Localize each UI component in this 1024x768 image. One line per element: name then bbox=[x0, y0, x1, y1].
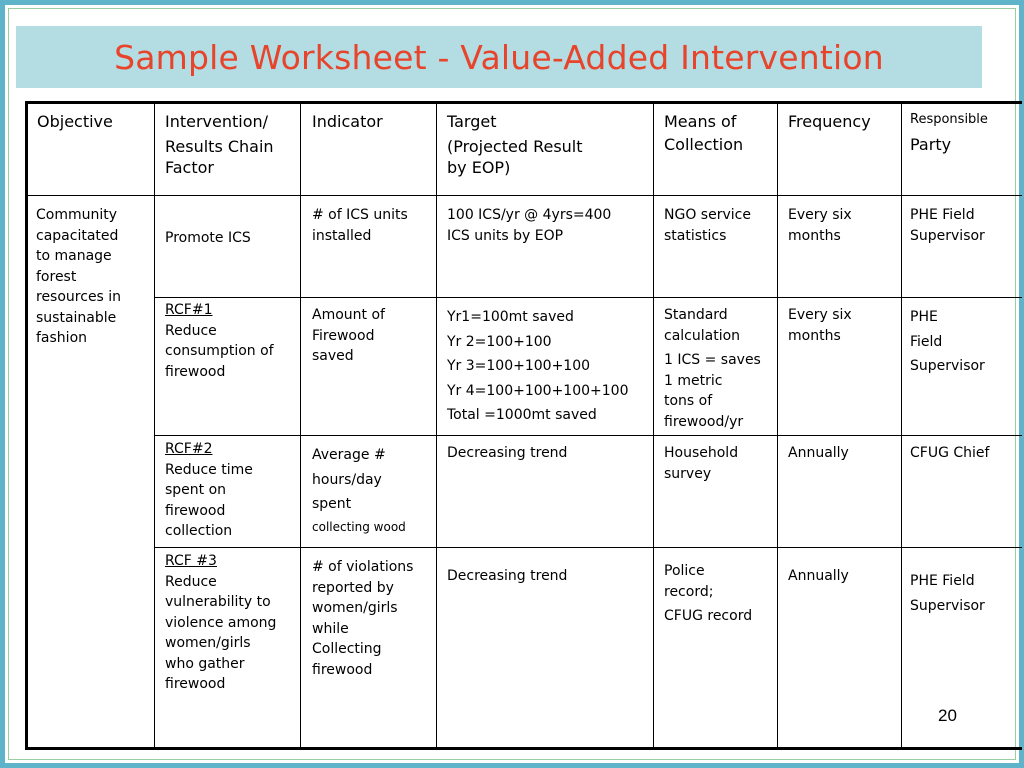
row1-means-line: statistics bbox=[664, 227, 727, 244]
row3-intervention-line: Reduce time bbox=[165, 461, 253, 478]
header-target-line: by EOP) bbox=[447, 157, 511, 177]
row4-means-line: Police bbox=[664, 563, 705, 579]
row4-intervention-line: vulnerability to bbox=[165, 594, 271, 611]
row3-intervention-line: firewood bbox=[165, 502, 226, 519]
row3-means bbox=[664, 443, 776, 484]
row3-frequency bbox=[788, 443, 900, 464]
header-means-line: Collection bbox=[664, 135, 744, 155]
worksheet-table bbox=[25, 101, 1022, 750]
objective-line: capacitated bbox=[36, 227, 119, 244]
col-divider bbox=[154, 104, 155, 750]
row1-intervention-text: Promote ICS bbox=[165, 230, 251, 246]
row2-intervention-line: Reduce bbox=[165, 322, 217, 339]
row2-indicator-line: saved bbox=[312, 348, 354, 365]
row4-intervention-line: firewood bbox=[165, 676, 226, 693]
col-divider bbox=[436, 104, 437, 750]
row2-indicator-line: Amount of bbox=[312, 307, 385, 323]
header-responsible bbox=[910, 110, 1022, 157]
header-intervention bbox=[165, 110, 297, 180]
row4-indicator-line: # of violations bbox=[312, 559, 414, 575]
row4-responsible-line: Supervisor bbox=[910, 597, 985, 614]
row3-intervention-line: collection bbox=[165, 523, 233, 540]
title-bar bbox=[16, 26, 982, 88]
objective-line: resources in bbox=[36, 289, 122, 306]
objective-line: fashion bbox=[36, 330, 88, 347]
row2-responsible-line: PHE bbox=[910, 309, 938, 325]
row2-target-line: Yr1=100mt saved bbox=[447, 309, 574, 325]
header-intervention-line: Intervention/ bbox=[165, 112, 269, 131]
row2-target bbox=[447, 305, 651, 428]
row1-intervention bbox=[165, 228, 297, 249]
row2-rcf-label: RCF#1 bbox=[165, 302, 213, 318]
row4-intervention-line: Reduce bbox=[165, 573, 217, 590]
row4-responsible-line: PHE Field bbox=[910, 573, 975, 589]
header-responsible-line: Responsible bbox=[910, 112, 988, 127]
header-frequency-text: Frequency bbox=[788, 112, 871, 131]
row3-rcf-label: RCF#2 bbox=[165, 441, 213, 457]
row2-means-line: calculation bbox=[664, 327, 741, 344]
row4-target bbox=[447, 566, 651, 587]
row2-indicator-line: Firewood bbox=[312, 327, 375, 344]
row-divider bbox=[28, 195, 1022, 196]
row2-frequency-line: months bbox=[788, 327, 841, 344]
header-responsible-line: Party bbox=[910, 134, 952, 154]
header-indicator bbox=[312, 110, 432, 135]
objective-cell bbox=[36, 205, 152, 349]
objective-line: sustainable bbox=[36, 309, 117, 326]
page-number: 20 bbox=[938, 706, 957, 725]
header-means-line: Means of bbox=[664, 112, 737, 131]
row3-means-line: Household bbox=[664, 445, 739, 461]
row3-intervention bbox=[165, 439, 299, 542]
col-divider bbox=[777, 104, 778, 750]
row2-means-line: tons of bbox=[664, 393, 713, 410]
row3-responsible bbox=[910, 443, 1020, 464]
row3-target bbox=[447, 443, 651, 464]
row2-frequency-line: Every six bbox=[788, 307, 852, 323]
row2-responsible-line: Supervisor bbox=[910, 358, 985, 374]
row2-intervention bbox=[165, 300, 299, 382]
row2-frequency bbox=[788, 305, 900, 346]
row-divider bbox=[154, 297, 1022, 298]
header-target bbox=[447, 110, 647, 180]
row4-intervention-line: who gather bbox=[165, 655, 245, 672]
row1-indicator bbox=[312, 205, 434, 246]
row3-indicator-line: collecting wood bbox=[312, 519, 406, 534]
row4-indicator bbox=[312, 557, 434, 680]
row2-target-line: Yr 3=100+100+100 bbox=[447, 358, 591, 374]
header-intervention-line: Factor bbox=[165, 157, 214, 177]
row4-means-line: CFUG record bbox=[664, 608, 753, 625]
row4-indicator-line: women/girls bbox=[312, 600, 398, 617]
page-title: Sample Worksheet - Value-Added Intervention bbox=[114, 37, 884, 77]
row3-frequency-line: Annually bbox=[788, 445, 849, 461]
header-objective bbox=[37, 110, 152, 135]
row4-rcf-label: RCF #3 bbox=[165, 553, 217, 569]
objective-line: to manage bbox=[36, 248, 112, 265]
col-divider bbox=[653, 104, 654, 750]
row3-intervention-line: spent on bbox=[165, 482, 227, 499]
row1-frequency-line: months bbox=[788, 227, 841, 244]
objective-line: forest bbox=[36, 268, 77, 285]
row3-indicator-line: spent bbox=[312, 496, 352, 512]
col-divider bbox=[901, 104, 902, 750]
row4-target-line: Decreasing trend bbox=[447, 568, 568, 584]
row2-target-line: Yr 2=100+100 bbox=[447, 333, 552, 350]
header-means bbox=[664, 110, 774, 156]
col-divider bbox=[300, 104, 301, 750]
row1-frequency bbox=[788, 205, 900, 246]
row1-target-line: ICS units by EOP bbox=[447, 227, 564, 244]
row1-responsible-line: PHE Field bbox=[910, 207, 975, 223]
row-divider bbox=[154, 435, 1022, 436]
row3-target-line: Decreasing trend bbox=[447, 445, 568, 461]
row4-indicator-line: while bbox=[312, 620, 349, 637]
row3-indicator bbox=[312, 443, 434, 538]
header-indicator-text: Indicator bbox=[312, 112, 383, 131]
row2-intervention-line: consumption of bbox=[165, 343, 274, 360]
row2-means-line: 1 ICS = saves bbox=[664, 352, 761, 369]
row2-intervention-line: firewood bbox=[165, 363, 226, 380]
row3-responsible-line: CFUG Chief bbox=[910, 445, 990, 461]
header-intervention-line: Results Chain bbox=[165, 136, 274, 156]
header-target-line: (Projected Result bbox=[447, 136, 583, 156]
row2-means-line: firewood/yr bbox=[664, 413, 744, 430]
row2-indicator bbox=[312, 305, 434, 367]
row2-means bbox=[664, 305, 776, 432]
row4-intervention-line: violence among bbox=[165, 614, 277, 631]
row4-intervention-line: women/girls bbox=[165, 635, 251, 652]
row4-means-line: record; bbox=[664, 583, 714, 600]
row4-indicator-line: Collecting bbox=[312, 641, 382, 658]
header-target-line: Target bbox=[447, 112, 497, 131]
row1-indicator-line: installed bbox=[312, 227, 372, 244]
row4-frequency-line: Annually bbox=[788, 568, 849, 584]
header-objective-text: Objective bbox=[37, 112, 113, 131]
row1-means-line: NGO service bbox=[664, 207, 751, 223]
row1-target-line: 100 ICS/yr @ 4yrs=400 bbox=[447, 207, 612, 223]
row2-responsible-line: Field bbox=[910, 333, 943, 350]
row1-frequency-line: Every six bbox=[788, 207, 852, 223]
row4-indicator-line: firewood bbox=[312, 661, 373, 678]
header-frequency bbox=[788, 110, 898, 135]
row1-indicator-line: # of ICS units bbox=[312, 207, 408, 223]
row1-responsible-line: Supervisor bbox=[910, 227, 985, 244]
row1-means bbox=[664, 205, 776, 246]
row3-indicator-line: hours/day bbox=[312, 471, 382, 488]
row4-indicator-line: reported by bbox=[312, 579, 394, 596]
row2-target-line: Total =1000mt saved bbox=[447, 407, 597, 423]
row-divider bbox=[154, 547, 1022, 548]
row3-indicator-line: Average # bbox=[312, 447, 386, 463]
row2-target-line: Yr 4=100+100+100+100 bbox=[447, 382, 629, 399]
row3-means-line: survey bbox=[664, 465, 712, 482]
row4-frequency bbox=[788, 566, 900, 587]
row1-target bbox=[447, 205, 651, 246]
row1-responsible bbox=[910, 205, 1020, 246]
row2-responsible bbox=[910, 305, 1020, 379]
row4-means bbox=[664, 561, 776, 627]
row2-means-line: 1 metric bbox=[664, 372, 723, 389]
objective-line: Community bbox=[36, 207, 118, 223]
row4-responsible bbox=[910, 569, 1020, 618]
row2-means-line: Standard bbox=[664, 307, 728, 323]
row4-intervention bbox=[165, 551, 299, 695]
